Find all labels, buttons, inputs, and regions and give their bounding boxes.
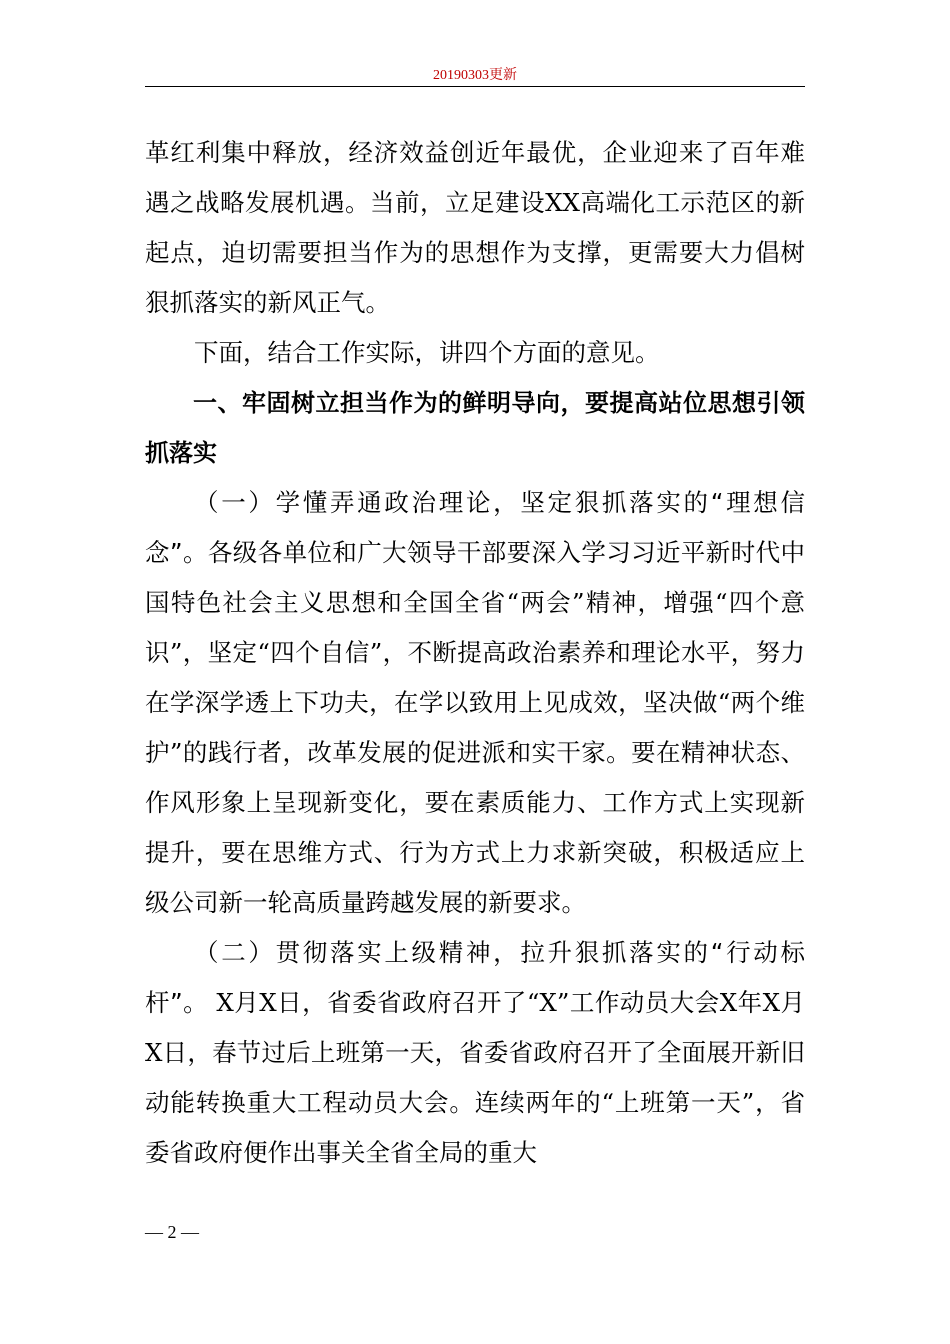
subsection-2 [145,928,805,1178]
subsection-1-text: 各级各单位和广大领导干部要深入学习习近平新时代中国特色社会主义思想和全国全省“两会”精神，增强“四个意识”，坚定“四个自信”，不断提高政治素养和理论水平，努力在学深学透上下功夫，在学以致用上见成效，坚决做“两个维护”的践行者，改革发展的促进派和实干家。要在精神状态、作风形象上呈现新变化，要在素质能力、工作方式上实现新提升，要在思维方式、行为方式上力求新突破，积极适应上级公司新一轮高质量跨越发展的新要求。 [145,538,805,917]
subsection-1-title: （一）学懂弄通政治理论，坚定狠抓落实的“理想信念”。 [145,488,805,567]
section-heading-1: 一、牢固树立担当作为的鲜明导向，要提高站位思想引领抓落实 [145,389,805,467]
document-body [145,128,805,1178]
page-number: — 2 — [145,1222,199,1242]
page-header: 20190303更新 [433,68,517,83]
paragraph-1: 革红利集中释放，经济效益创近年最优，企业迎来了百年难遇之战略发展机遇。当前，立足建设XX高端化工示范区的新起点，迫切需要担当作为的思想作为支撑，更需要大力倡树狠抓落实的新风正气。 [145,138,805,317]
header-rule [145,86,805,87]
subsection-2-text: X月X日，省委省政府召开了“X”工作动员大会X年X月X日，春节过后上班第一天，省委省政府召开了全面展开新旧动能转换重大工程动员大会。连续两年的“上班第一天”，省委省政府便作出事关全省全局的重大 [145,988,805,1167]
paragraph-2: 下面，结合工作实际，讲四个方面的意见。 [194,338,660,367]
subsection-2-title: （二）贯彻落实上级精神，拉升狠抓落实的“行动标杆”。 [145,938,805,1017]
subsection-1 [145,478,805,928]
